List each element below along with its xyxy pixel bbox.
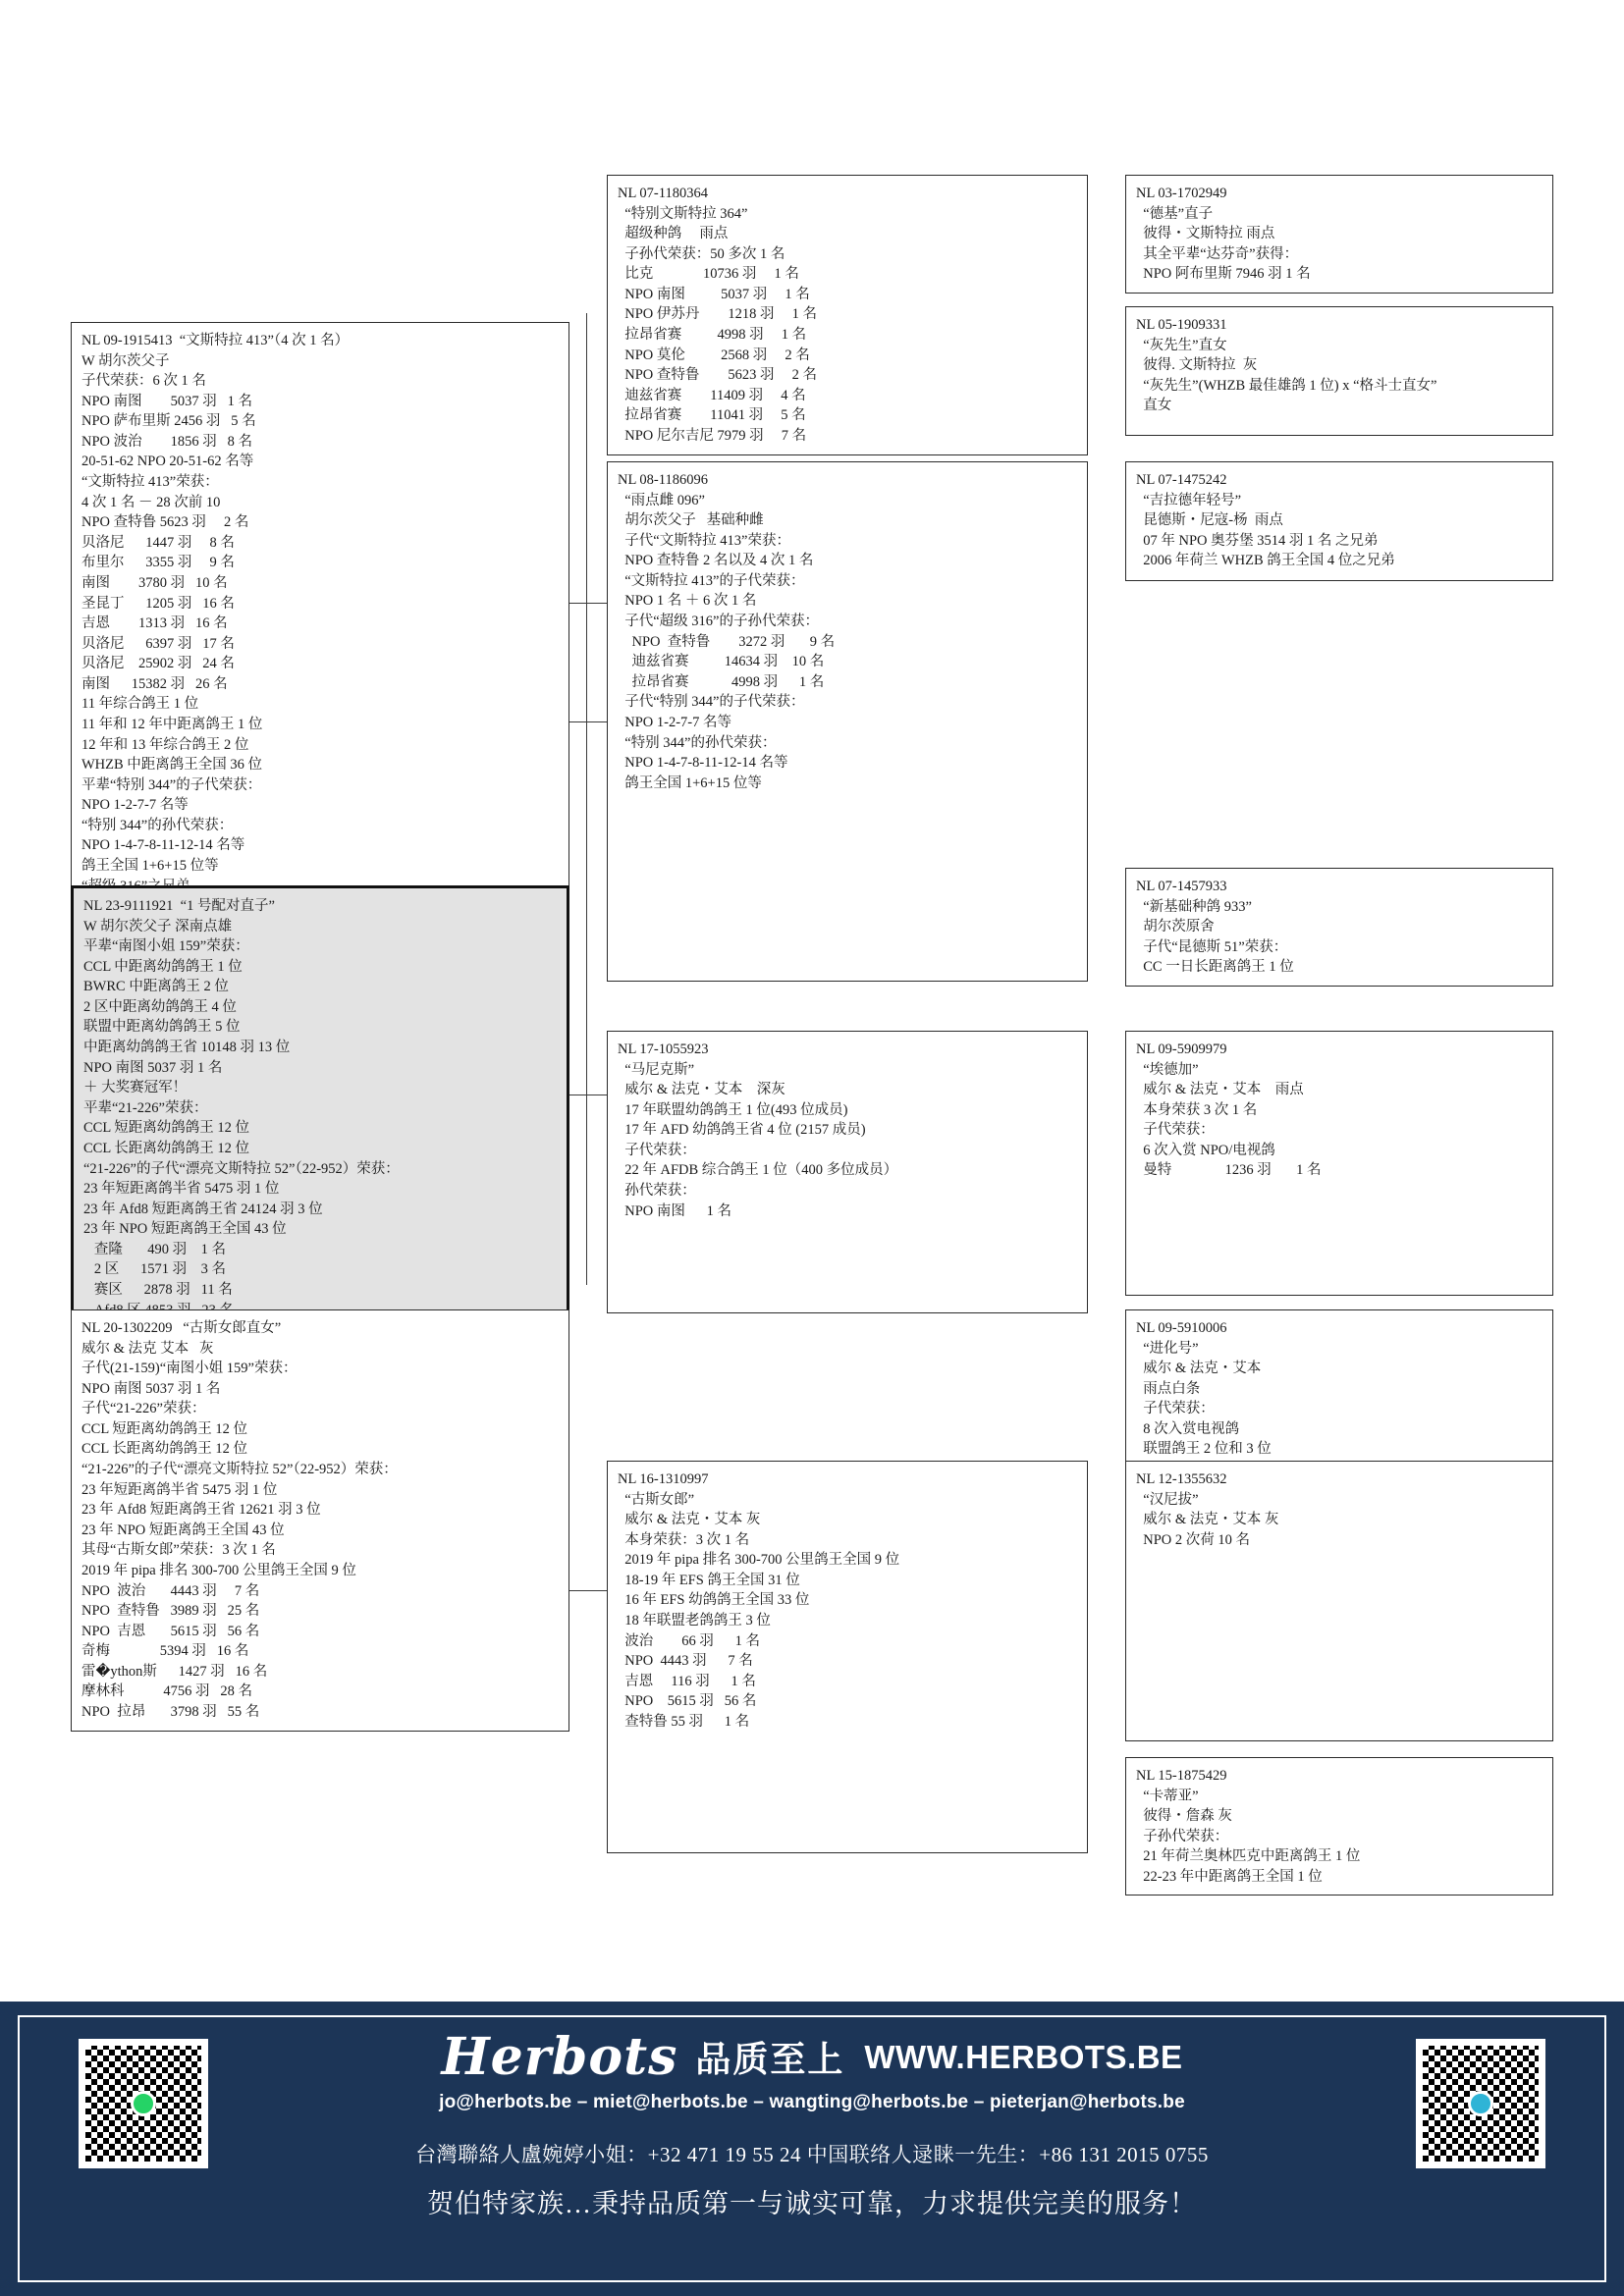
card-line: 贝洛尼 6397 羽 17 名 — [81, 635, 235, 652]
card-line: 6 次入赏 NPO/电视鸽 — [1136, 1142, 1275, 1158]
card-line: 贝洛尼 25902 羽 24 名 — [81, 656, 235, 672]
card-line: 23 年 Afd8 短距离鸽王省 12621 羽 3 位 — [81, 1502, 321, 1519]
ancestor-card-nl-07-1457933 — [1125, 868, 1553, 987]
card-line: NPO 1 名 ＋ 6 次 1 名 — [618, 593, 757, 610]
card-line: 彼得・文斯特拉 雨点 — [1136, 226, 1275, 242]
card-line: 23 年短距离鸽半省 5475 羽 1 位 — [83, 1181, 280, 1198]
card-line: ＋ 大奖赛冠军！ — [83, 1080, 188, 1096]
card-line: 超级种鸽 雨点 — [618, 226, 729, 242]
ancestor-card-nl-08-1186096 — [607, 461, 1088, 982]
card-line: “埃德加” — [1136, 1061, 1199, 1078]
card-line: 吉恩 1313 羽 16 名 — [81, 615, 228, 632]
card-line: NPO 吉恩 5615 羽 56 名 — [81, 1623, 260, 1639]
card-line: 中距离幼鸽鸽王省 10148 羽 13 位 — [83, 1040, 291, 1056]
card-line: “雨点雌 096” — [618, 492, 705, 508]
card-line: 本身荣获 3 次 1 名 — [1136, 1101, 1258, 1118]
card-line: CC 一日长距离鸽王 1 位 — [1136, 959, 1294, 976]
card-line: 威尔 & 法克・艾本 深灰 — [618, 1082, 785, 1098]
card-line: NL 08-1186096 — [618, 472, 708, 488]
card-line: “文斯特拉 413”的子代荣获： — [618, 572, 805, 589]
card-line: “灰先生”直女 — [1136, 337, 1227, 353]
card-line: NPO 查特鲁 3272 羽 9 名 — [618, 633, 836, 650]
subject-card-nl-23-9111921 — [71, 885, 569, 1331]
card-line: NPO 5615 羽 56 名 — [618, 1693, 757, 1710]
card-line: NPO 南图 5037 羽 1 名 — [81, 1380, 221, 1397]
card-line: 子代“昆德斯 51”荣获： — [1136, 938, 1288, 955]
card-line: NL 09-5909979 — [1136, 1041, 1227, 1057]
card-line: NPO 2 次荷 10 名 — [1136, 1531, 1251, 1548]
card-line: 摩林科 4756 羽 28 名 — [81, 1683, 252, 1700]
website-url[interactable]: WWW.HERBOTS.BE — [864, 2038, 1183, 2075]
card-line: 子代“特别 344”的子代荣获： — [618, 694, 805, 711]
card-line: 圣昆丁 1205 羽 16 名 — [81, 595, 235, 612]
card-line: 迪兹省赛 11409 羽 4 名 — [618, 387, 806, 403]
card-line: 直女 — [1136, 398, 1172, 414]
card-line: 拉昂省赛 4998 羽 1 名 — [618, 673, 825, 690]
card-line: 2019 年 pipa 排名 300-700 公里鸽王全国 9 位 — [618, 1552, 900, 1569]
card-line: 彼得. 文斯特拉 灰 — [1136, 357, 1258, 374]
ancestor-card-nl-16-1310997 — [607, 1461, 1088, 1853]
ancestor-card-nl-12-1355632 — [1125, 1461, 1553, 1741]
card-line: 布里尔 3355 羽 9 名 — [81, 555, 235, 571]
card-line: NL 03-1702949 — [1136, 186, 1227, 201]
card-line: 子孙代荣获： — [1136, 1828, 1229, 1844]
card-line: 孙代荣获： — [618, 1183, 696, 1200]
card-line: NPO 波治 1856 羽 8 名 — [81, 433, 253, 450]
card-line: NL 07-1180364 — [618, 186, 708, 201]
card-line: CCL 短距离幼鸽鸽王 12 位 — [83, 1120, 250, 1137]
card-line: “21-226”的子代“漂亮文斯特拉 52”（22-952）荣获： — [81, 1462, 398, 1478]
card-line: 23 年短距离鸽半省 5475 羽 1 位 — [81, 1481, 278, 1498]
card-line: NPO 阿布里斯 7946 羽 1 名 — [1136, 266, 1311, 283]
card-line: 子代“超级 316”的子孙代荣获： — [618, 614, 819, 630]
card-line: 2 区中距离幼鸽鸽王 4 位 — [83, 998, 237, 1015]
card-line: 22-23 年中距离鸽王全国 1 位 — [1136, 1868, 1323, 1885]
card-line: NPO 查特鲁 2 名以及 4 次 1 名 — [618, 553, 814, 569]
card-line: 威尔 & 法克・艾本 灰 — [1136, 1512, 1279, 1528]
card-line: 23 年 NPO 短距离鸽王全国 43 位 — [83, 1221, 287, 1238]
card-line: 其全平辈“达芬奇”获得： — [1136, 245, 1299, 262]
card-line: 11 年和 12 年中距离鸽王 1 位 — [81, 716, 263, 732]
connector-line — [569, 721, 607, 722]
card-line: 昆德斯・尼寇-杨 雨点 — [1136, 512, 1283, 529]
card-line: 吉恩 116 羽 1 名 — [618, 1673, 756, 1689]
card-line: 子代(21-159)“南图小姐 159”荣获： — [81, 1361, 298, 1377]
card-line: NPO 南图 5037 羽 1 名 — [83, 1059, 223, 1076]
card-line: “灰先生”(WHZB 最佳雄鸽 1 位) x “格斗士直女” — [1136, 377, 1437, 394]
card-line: NL 07-1475242 — [1136, 472, 1227, 488]
card-line: NL 12-1355632 — [1136, 1471, 1227, 1487]
card-line: W 胡尔茨父子 深南点雄 — [83, 918, 233, 934]
card-line: 平辈“21-226”荣获： — [83, 1099, 208, 1116]
card-line: “德基”直子 — [1136, 205, 1214, 222]
card-line: 拉昂省赛 11041 羽 5 名 — [618, 407, 806, 424]
card-line: 胡尔茨父子 基础种雌 — [618, 512, 764, 529]
ancestor-card-nl-20-1302209 — [71, 1309, 569, 1732]
card-line: “特别 344”的孙代荣获： — [81, 817, 234, 833]
card-line: NPO 伊苏丹 1218 羽 1 名 — [618, 306, 818, 323]
ancestor-card-nl-07-1475242 — [1125, 461, 1553, 581]
card-line: 18-19 年 EFS 鸽王全国 31 位 — [618, 1572, 800, 1588]
card-line: 平辈“南图小姐 159”荣获： — [83, 938, 249, 955]
ancestor-card-nl-03-1702949 — [1125, 175, 1553, 294]
card-line: 奇梅 5394 羽 16 名 — [81, 1643, 249, 1660]
card-line: 8 次入赏电视鸽 — [1136, 1420, 1240, 1437]
card-line: WHZB 中距离鸽王全国 36 位 — [81, 757, 263, 774]
card-line: “新基础种鸽 933” — [1136, 898, 1252, 915]
email-list[interactable]: jo@herbots.be – miet@herbots.be – wangting@herbots.be – pieterjan@herbots.be — [439, 2092, 1185, 2112]
card-line: 17 年 AFD 幼鸽鸽王省 4 位 (2157 成员) — [618, 1122, 866, 1139]
card-line: 子代荣获： — [618, 1142, 696, 1158]
connector-line — [586, 313, 587, 1285]
card-line: NPO 查特鲁 5623 羽 2 名 — [618, 367, 818, 384]
card-line: NPO 波治 4443 羽 7 名 — [81, 1582, 260, 1599]
card-line: 子代荣获： — [1136, 1122, 1215, 1139]
card-line: 20-51-62 NPO 20-51-62 名等 — [81, 454, 254, 470]
card-line: 平辈“特别 344”的子代荣获： — [81, 776, 262, 793]
card-line: 比克 10736 羽 1 名 — [618, 266, 799, 283]
card-line: “卡蒂亚” — [1136, 1788, 1199, 1804]
card-line: NL 20-1302209 “古斯女郎直女” — [81, 1320, 282, 1336]
card-line: 胡尔茨原舍 — [1136, 919, 1215, 935]
card-line: 23 年 NPO 短距离鸽王全国 43 位 — [81, 1522, 285, 1538]
card-line: 贝洛尼 1447 羽 8 名 — [81, 534, 235, 551]
ancestor-card-nl-15-1875429 — [1125, 1757, 1553, 1896]
card-line: NPO 4443 羽 7 名 — [618, 1653, 753, 1670]
card-line: 子代荣获：6 次 1 名 — [81, 373, 206, 390]
card-line: NPO 南图 1 名 — [618, 1202, 732, 1219]
card-line: NPO 拉昂 3798 羽 55 名 — [81, 1703, 260, 1720]
card-line: 23 年 Afd8 短距离鸽王省 24124 羽 3 位 — [83, 1201, 323, 1217]
ancestor-card-nl-09-1915413 — [71, 322, 569, 905]
card-line: “特别文斯特拉 364” — [618, 205, 748, 222]
contact-phones: 台灣聯絡人盧婉婷小姐：+32 471 19 55 24 中国联络人逯睐一先生：+86 131 2015 0755 — [415, 2143, 1209, 2166]
card-line: 拉昂省赛 4998 羽 1 名 — [618, 327, 807, 344]
card-line: 威尔 & 法克・艾本 灰 — [618, 1512, 761, 1528]
card-line: NPO 查特鲁 3989 羽 25 名 — [81, 1603, 260, 1620]
card-line: 18 年联盟老鸽鸽王 3 位 — [618, 1613, 771, 1629]
card-line: “文斯特拉 413”荣获： — [81, 474, 219, 491]
card-line: 2019 年 pipa 排名 300-700 公里鸽王全国 9 位 — [81, 1562, 356, 1578]
connector-line — [569, 1590, 607, 1591]
card-line: 子孙代荣获：50 多次 1 名 — [618, 245, 785, 262]
card-line: 2006 年荷兰 WHZB 鸽王全国 4 位之兄弟 — [1136, 553, 1395, 569]
card-line: 21 年荷兰奥林匹克中距离鸽王 1 位 — [1136, 1848, 1361, 1865]
card-line: 威尔 & 法克・艾本 雨点 — [1136, 1082, 1304, 1098]
card-line: 威尔 & 法克 艾本 灰 — [81, 1340, 214, 1357]
card-line: NPO 尼尔吉尼 7979 羽 7 名 — [618, 427, 807, 444]
card-line: 南图 3780 羽 10 名 — [81, 574, 228, 591]
card-line: 鸽王全国 1+6+15 位等 — [81, 858, 219, 875]
brand-logo: Herbots — [441, 2027, 678, 2087]
card-line: 子代“文斯特拉 413”荣获： — [618, 532, 790, 549]
card-line: 联盟鸽王 2 位和 3 位 — [1136, 1441, 1272, 1458]
card-line: 联盟中距离幼鸽鸽王 5 位 — [83, 1019, 241, 1036]
card-line: NL 09-5910006 — [1136, 1320, 1227, 1336]
card-line: “21-226”的子代“漂亮文斯特拉 52”（22-952）荣获： — [83, 1160, 400, 1177]
card-line: NL 09-1915413 “文斯特拉 413”（4 次 1 名） — [81, 333, 350, 348]
card-line: NL 23-9111921 “1 号配对直子” — [83, 898, 275, 914]
card-line: 雷�ython斯 1427 羽 16 名 — [81, 1663, 268, 1680]
card-line: 查特鲁 55 羽 1 名 — [618, 1713, 750, 1730]
card-line: 赛区 2878 羽 11 名 — [83, 1281, 233, 1298]
card-line: 子代“21-226”荣获： — [81, 1401, 206, 1417]
card-line: BWRC 中距离鸽王 2 位 — [83, 979, 229, 995]
ancestor-card-nl-05-1909331 — [1125, 306, 1553, 436]
card-line: 查隆 490 羽 1 名 — [83, 1241, 226, 1257]
card-line: W 胡尔茨父子 — [81, 352, 170, 369]
ancestor-card-nl-07-1180364 — [607, 175, 1088, 455]
card-line: “吉拉德年轻号” — [1136, 492, 1242, 508]
card-line: 其母“古斯女郎”荣获：3 次 1 名 — [81, 1542, 276, 1559]
card-line: NPO 1-4-7-8-11-12-14 名等 — [618, 755, 788, 772]
card-line: CCL 长距离幼鸽鸽王 12 位 — [83, 1140, 250, 1156]
card-line: “古斯女郎” — [618, 1491, 695, 1508]
card-line: 彼得・詹森 灰 — [1136, 1808, 1232, 1825]
card-line: CCL 短距离幼鸽鸽王 12 位 — [81, 1420, 248, 1437]
card-line: NPO 查特鲁 5623 羽 2 名 — [81, 514, 249, 531]
card-line: NPO 1-2-7-7 名等 — [81, 797, 189, 814]
connector-line — [569, 603, 607, 604]
card-line: NPO 萨布里斯 2456 羽 5 名 — [81, 413, 256, 430]
card-line: NPO 南图 5037 羽 1 名 — [81, 393, 253, 409]
card-line: 迪兹省赛 14634 羽 10 名 — [618, 654, 825, 670]
brand-tagline-cn: 品质至上 — [695, 2040, 845, 2079]
card-line: 波治 66 羽 1 名 — [618, 1632, 760, 1649]
card-line: NL 15-1875429 — [1136, 1768, 1227, 1784]
card-line: 22 年 AFDB 综合鸽王 1 位（400 多位成员） — [618, 1162, 898, 1179]
card-line: NPO 莫伦 2568 羽 2 名 — [618, 347, 810, 363]
card-line: 本身荣获：3 次 1 名 — [618, 1531, 750, 1548]
ancestor-card-nl-09-5909979 — [1125, 1031, 1553, 1296]
card-line: 11 年综合鸽王 1 位 — [81, 696, 199, 713]
card-line: 17 年联盟幼鸽鸽王 1 位(493 位成员) — [618, 1101, 848, 1118]
footer-banner — [0, 2002, 1624, 2296]
card-line: NL 17-1055923 — [618, 1041, 709, 1057]
card-line: 威尔 & 法克・艾本 — [1136, 1361, 1262, 1377]
card-line: NL 16-1310997 — [618, 1471, 709, 1487]
card-line: 雨点白条 — [1136, 1380, 1201, 1397]
brand-row — [0, 2027, 1624, 2087]
card-line: 鸽王全国 1+6+15 位等 — [618, 774, 762, 791]
card-line: 4 次 1 名 － 28 次前 10 — [81, 494, 221, 510]
card-line: CCL 中距离幼鸽鸽王 1 位 — [83, 958, 243, 975]
card-line: “特别 344”的孙代荣获： — [618, 734, 777, 751]
card-line: NL 07-1457933 — [1136, 879, 1227, 894]
card-line: 2 区 1571 羽 3 名 — [83, 1261, 226, 1278]
card-line: 12 年和 13 年综合鸽王 2 位 — [81, 736, 249, 753]
card-line: CCL 长距离幼鸽鸽王 12 位 — [81, 1441, 248, 1458]
ancestor-card-nl-09-5910006 — [1125, 1309, 1553, 1468]
card-line: 南图 15382 羽 26 名 — [81, 675, 228, 692]
card-line: 07 年 NPO 奥芬堡 3514 羽 1 名 之兄弟 — [1136, 532, 1379, 549]
card-line: “汉尼拔” — [1136, 1491, 1199, 1508]
card-line: 曼特 1236 羽 1 名 — [1136, 1162, 1322, 1179]
card-line: “进化号” — [1136, 1340, 1199, 1357]
card-line: 子代荣获： — [1136, 1401, 1215, 1417]
card-line: NPO 1-4-7-8-11-12-14 名等 — [81, 837, 245, 854]
card-line: 16 年 EFS 幼鸽鸽王全国 33 位 — [618, 1592, 810, 1609]
card-line: “马尼克斯” — [618, 1061, 695, 1078]
ancestor-card-nl-17-1055923 — [607, 1031, 1088, 1313]
card-line: NPO 1-2-7-7 名等 — [618, 714, 731, 730]
card-line: NPO 南图 5037 羽 1 名 — [618, 286, 810, 302]
card-line: NL 05-1909331 — [1136, 317, 1227, 333]
footer-slogan: 贺伯特家族…秉持品质第一与诚实可靠，力求提供完美的服务！ — [427, 2189, 1197, 2218]
